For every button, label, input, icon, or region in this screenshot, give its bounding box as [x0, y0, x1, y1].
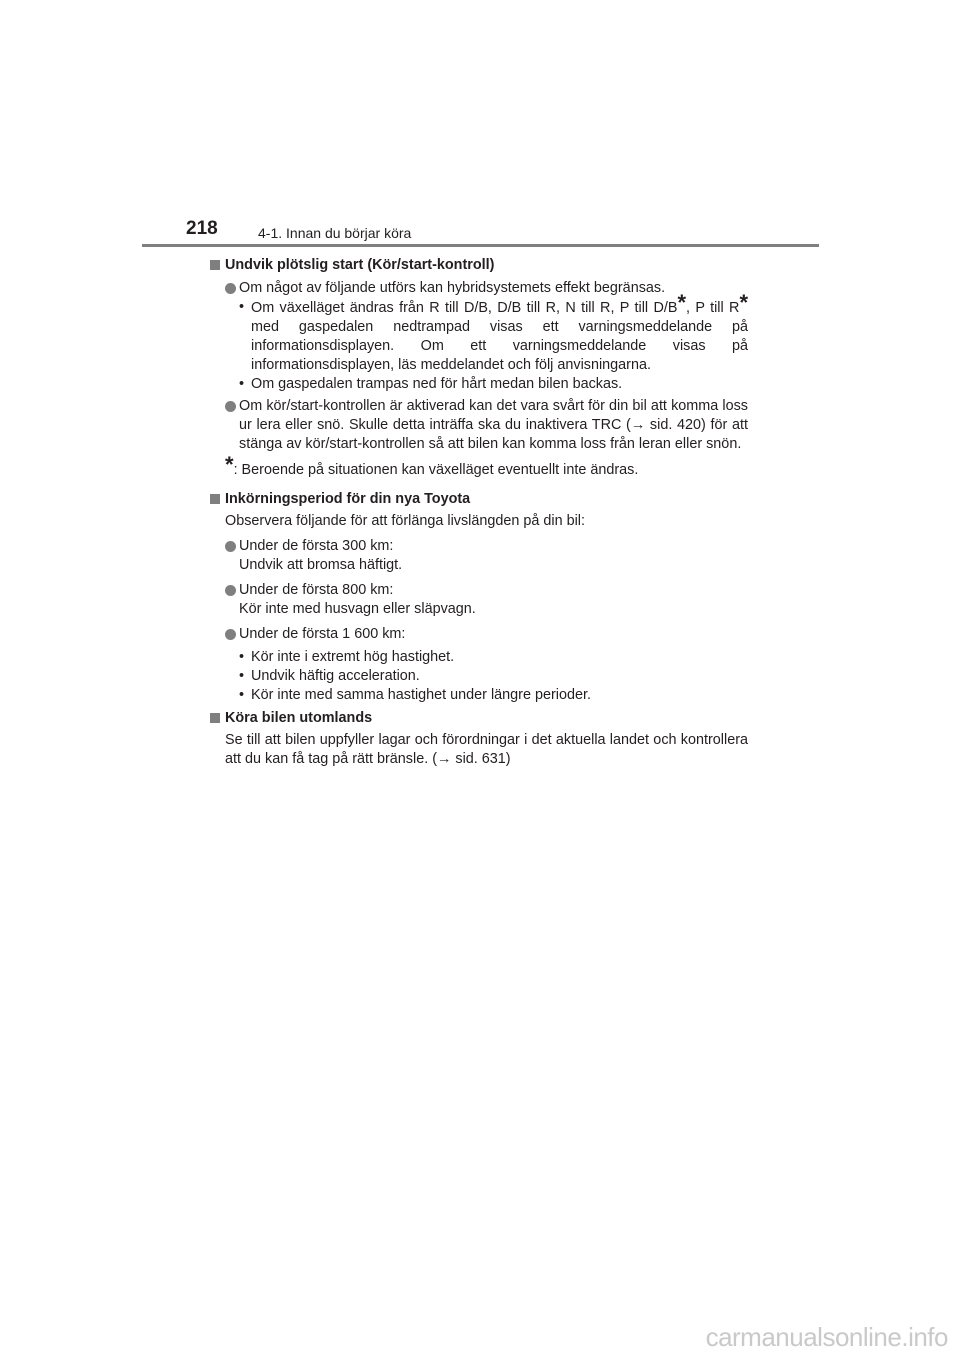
section-heading [210, 488, 748, 510]
list-item: Om något av följande utförs kan hybridsystemets effekt begränsas. [210, 279, 748, 298]
circle-bullet-icon [225, 401, 236, 412]
dot-marker-icon: • [239, 376, 245, 392]
body-text: Se till att bilen uppfyller lagar och förordningar i det aktuella landet och kontrollera att du kan få tag på rätt bränsle. (→ sid. 631) [225, 732, 748, 767]
dot-marker-icon: • [239, 668, 245, 684]
section-abroad [210, 707, 748, 769]
page-number: 218 [186, 218, 218, 239]
section-title: 4-1. Innan du börjar köra [258, 225, 412, 241]
intro-text: Observera följande för att förlänga livslängden på din bil: [225, 513, 585, 529]
dot-marker-icon: • [239, 299, 245, 315]
heading-text: Undvik plötslig start (Kör/start-kontroll) [225, 256, 495, 273]
sub-list-item: • Undvik häftig acceleration. [239, 668, 420, 684]
page-header [0, 0, 960, 250]
sub-list-item: • Kör inte med samma hastighet under längre perioder. [239, 687, 591, 703]
sub-list-item: • Om växelläget ändras från R till D/B, D/B till R, N till R, P till D/B*, P till R* med gaspedalen nedtrampad visas ett varningsmeddelande på informationsdisplayen. Om ett varningsmeddelande visas på informationsdisplayen, läs meddelandet och följ anvisningarna. [239, 290, 748, 373]
section-sudden-start [210, 254, 748, 480]
header-divider [142, 244, 819, 247]
circle-bullet-icon [225, 585, 236, 596]
footnote-mark: * [739, 290, 748, 315]
circle-bullet-icon [225, 541, 236, 552]
list-item: Om kör/start-kontrollen är aktiverad kan det vara svårt för din bil att komma loss ur lera eller snö. Skulle detta inträffa ska du inaktivera TRC (→ sid. 420) för att stänga av kör/start-kontrollen så att bilen kan komma loss från leran eller snön. [210, 397, 748, 454]
section-heading [210, 707, 748, 729]
list-item: Under de första 1 600 km: [210, 625, 748, 644]
square-bullet-icon [210, 494, 220, 504]
footnote: *: Beroende på situationen kan växelläget eventuellt inte ändras. [225, 452, 639, 478]
circle-bullet-icon [225, 629, 236, 640]
footnote-mark: * [677, 290, 687, 315]
heading-text: Inkörningsperiod för din nya Toyota [225, 490, 471, 507]
list-item: Under de första 300 km: Undvik att bromsa häftigt. [210, 537, 748, 575]
section-heading [210, 254, 748, 276]
section-break-in [210, 488, 748, 705]
square-bullet-icon [210, 713, 220, 723]
dot-marker-icon: • [239, 687, 245, 703]
dot-marker-icon: • [239, 649, 245, 665]
sub-list-item: • Kör inte i extremt hög hastighet. [239, 649, 455, 665]
heading-text: Köra bilen utomlands [225, 709, 373, 726]
square-bullet-icon [210, 260, 220, 270]
watermark: carmanualsonline.info [705, 1322, 948, 1352]
footnote-mark: * [225, 452, 234, 477]
list-item: Under de första 800 km: Kör inte med husvagn eller släpvagn. [210, 581, 748, 619]
circle-bullet-icon [225, 283, 236, 294]
sub-list-item: • Om gaspedalen trampas ned för hårt medan bilen backas. [239, 376, 623, 392]
page-content [210, 254, 748, 769]
